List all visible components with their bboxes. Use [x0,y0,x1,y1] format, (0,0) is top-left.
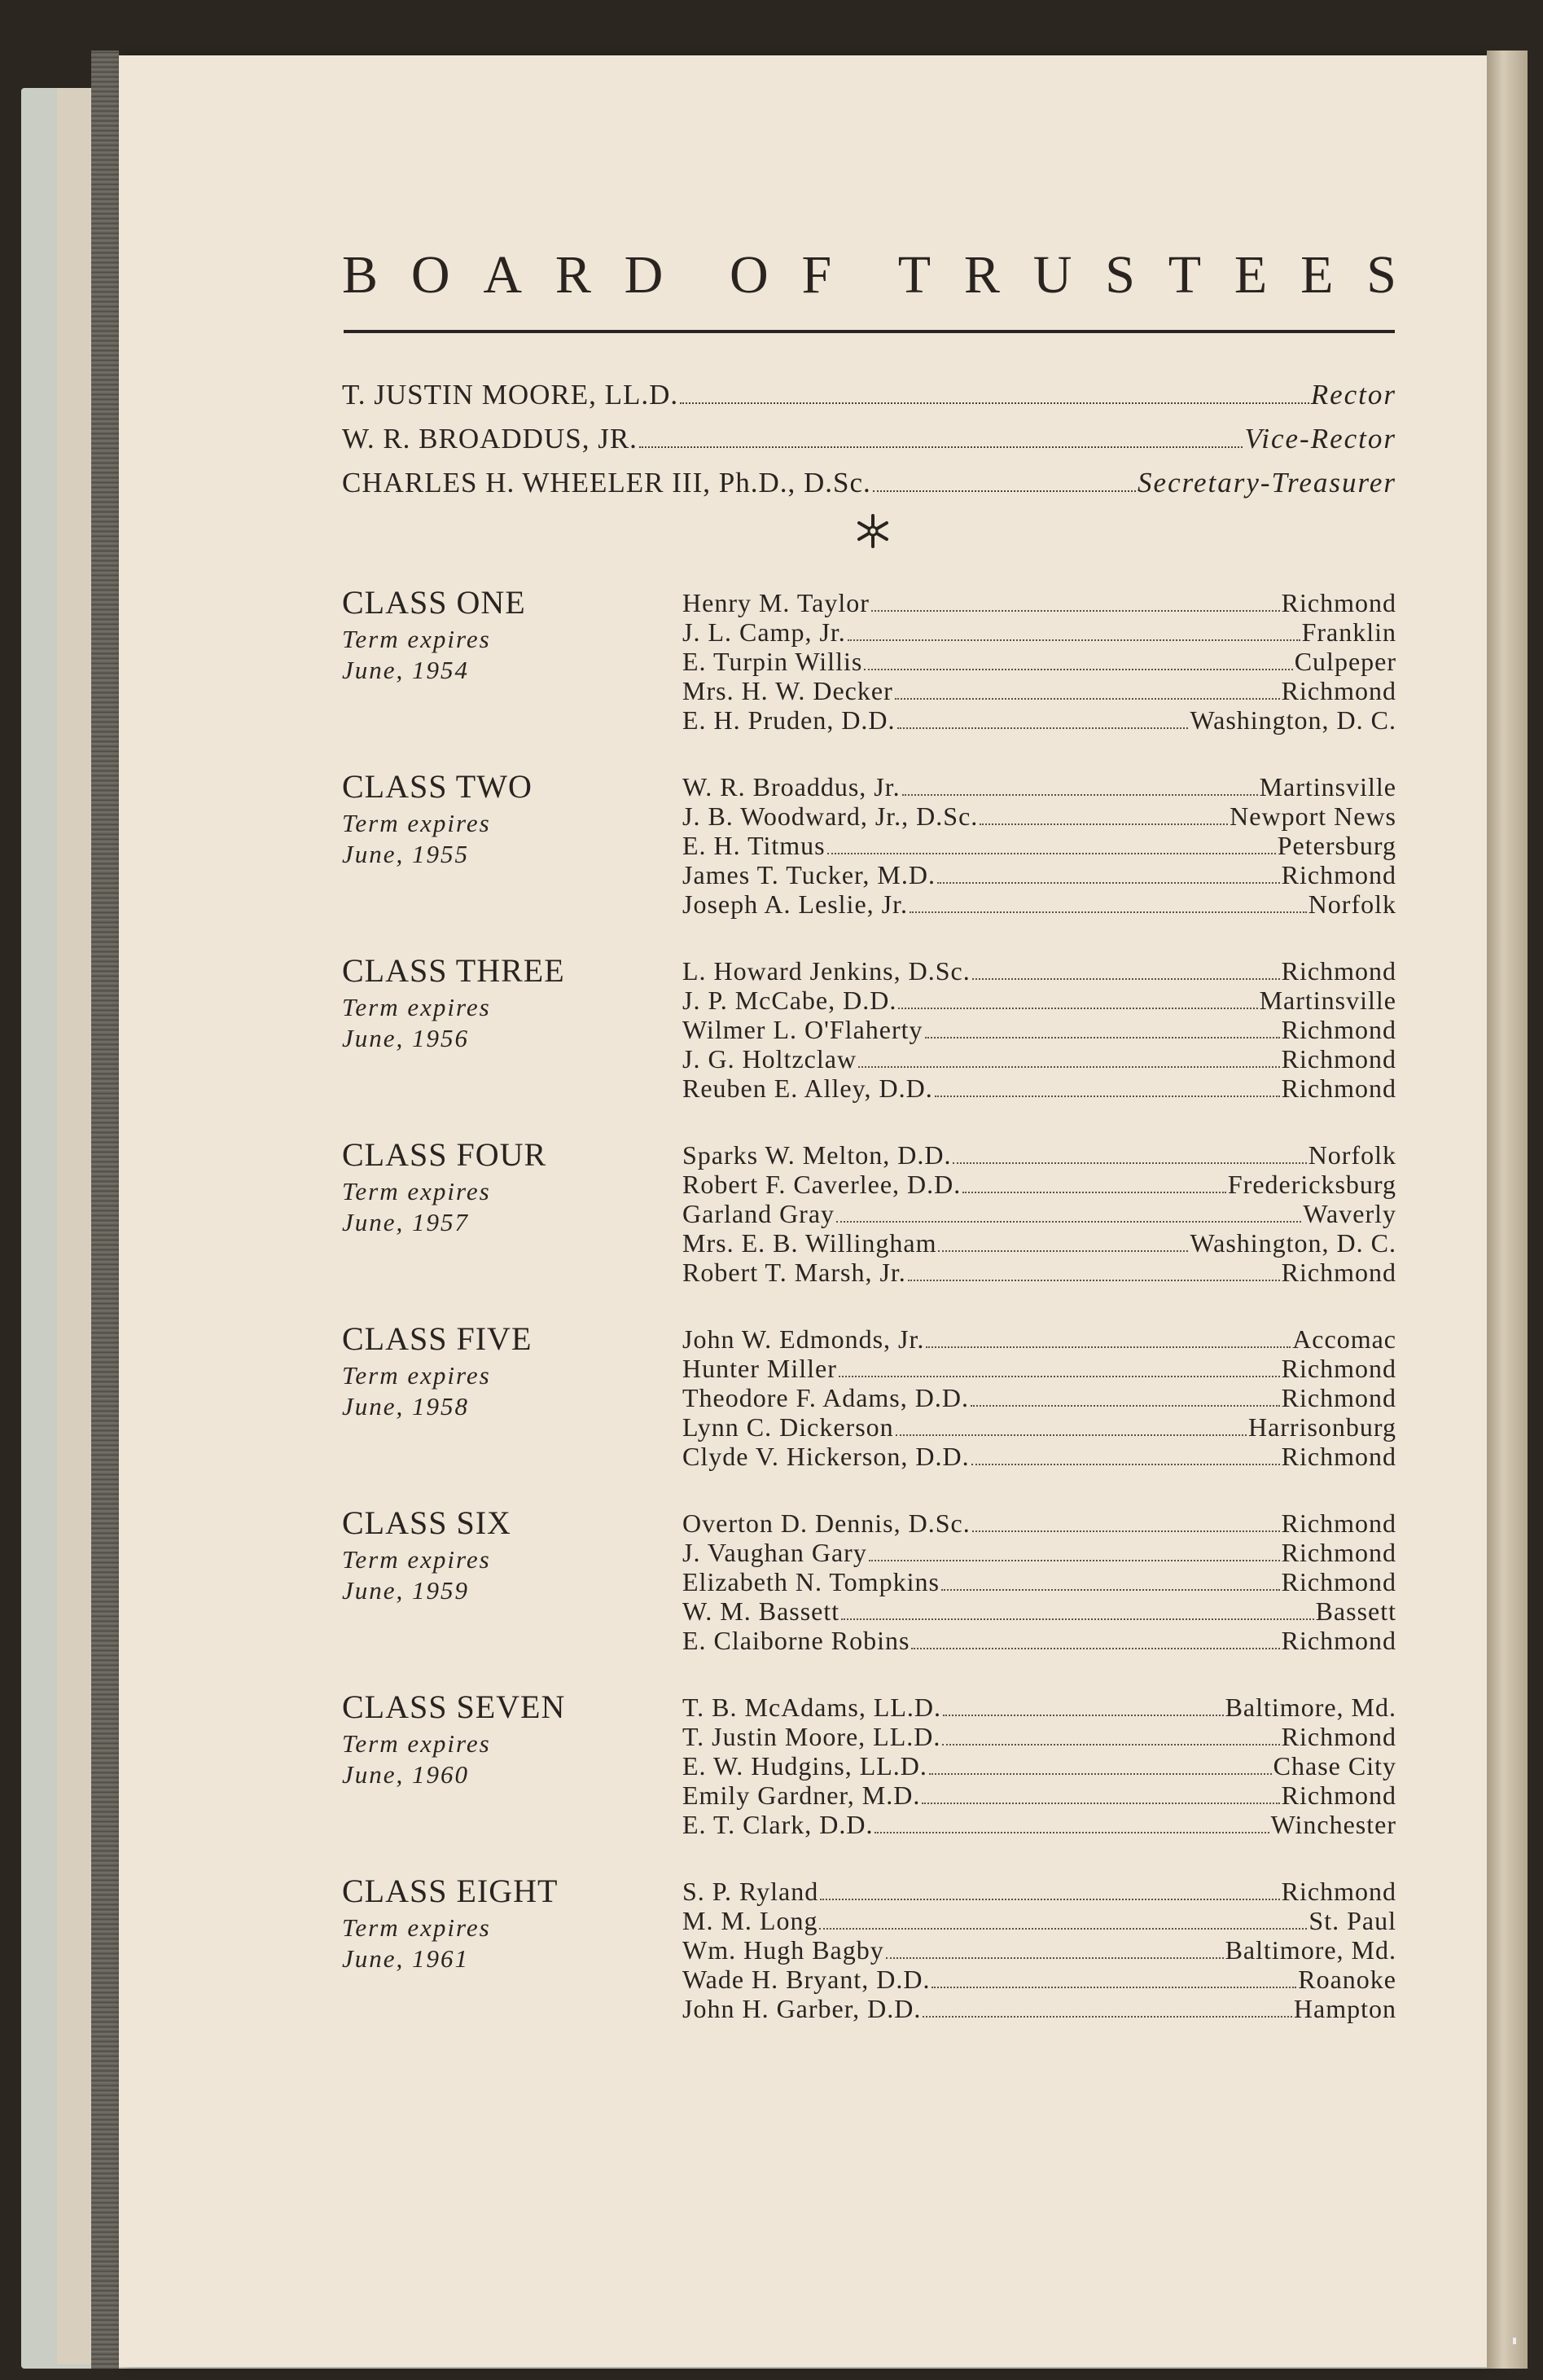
class-block [342,582,1396,766]
class-term-label: Term expires [342,1361,491,1390]
member-name: Robert T. Marsh, Jr. [682,1258,906,1287]
member-row [682,1015,1396,1044]
member-list [682,956,1396,1103]
dot-leader [935,1096,1280,1097]
officer-row [342,423,1396,467]
dust-speck [1513,2338,1516,2344]
class-block [342,1134,1396,1318]
member-place: Baltimore, Md. [1225,1693,1396,1722]
classes-list [342,582,1396,2054]
member-place: Hampton [1293,1994,1396,2023]
officers-list [342,379,1396,511]
member-place: Richmond [1281,1626,1396,1655]
dot-leader [938,1250,1188,1252]
class-term-date: June, 1961 [342,1944,470,1973]
member-name: J. Vaughan Gary [682,1538,867,1567]
class-term-date: June, 1959 [342,1576,470,1605]
dot-leader [820,1899,1279,1900]
dot-leader [923,2016,1292,2018]
member-row [682,1538,1396,1567]
member-row [682,1383,1396,1412]
member-row [682,1258,1396,1287]
dot-leader [980,823,1228,825]
member-place: Washington, D. C. [1190,705,1396,735]
class-term-label: Term expires [342,1913,491,1942]
class-name: CLASS FOUR [342,1136,547,1173]
member-list [682,1877,1396,2023]
member-name: Reuben E. Alley, D.D. [682,1074,933,1103]
title-letter: E [1234,245,1268,305]
dot-leader [943,1715,1224,1716]
officer-name: W. R. BROADDUS, JR. [342,423,638,454]
dot-leader [819,1928,1307,1930]
officer-name: CHARLES H. WHEELER III, Ph.D., D.Sc. [342,467,871,498]
page-stack-edge [1487,50,1528,2369]
member-place: Norfolk [1308,1140,1396,1170]
member-place: Washington, D. C. [1190,1228,1396,1258]
dot-leader [971,1405,1280,1407]
member-name: Lynn C. Dickerson [682,1412,894,1442]
member-row [682,1596,1396,1626]
member-place: Richmond [1281,1354,1396,1383]
member-row [682,1693,1396,1722]
class-name: CLASS TWO [342,768,533,805]
member-place: Bassett [1315,1596,1396,1626]
member-row [682,1994,1396,2023]
member-name: L. Howard Jenkins, D.Sc. [682,956,971,986]
class-name: CLASS ONE [342,584,526,621]
dot-leader [827,853,1276,854]
class-block [342,1318,1396,1502]
title-letter: E [1300,245,1334,305]
member-list [682,1693,1396,1839]
dot-leader [680,402,1309,404]
member-place: Richmond [1281,1442,1396,1471]
dot-leader [886,1957,1224,1959]
member-row [682,1199,1396,1228]
officer-row [342,379,1396,423]
title-letter: R [963,245,1000,305]
class-label [342,1686,668,1790]
class-name: CLASS THREE [342,952,565,989]
dot-leader [972,978,1280,980]
class-block [342,950,1396,1134]
member-place: Richmond [1281,1508,1396,1538]
member-row [682,1626,1396,1655]
member-row [682,889,1396,919]
member-name: S. P. Ryland [682,1877,819,1906]
member-row [682,1354,1396,1383]
dot-leader [871,610,1280,612]
member-place: Richmond [1281,860,1396,889]
dot-leader [922,1803,1279,1804]
class-name: CLASS SIX [342,1504,511,1541]
member-row [682,801,1396,831]
member-place: Richmond [1281,1781,1396,1810]
member-place: Waverly [1303,1199,1396,1228]
officer-office: Vice-Rector [1244,423,1396,454]
class-term-label: Term expires [342,1177,491,1205]
member-name: Hunter Miller [682,1354,837,1383]
member-name: Wm. Hugh Bagby [682,1935,884,1965]
member-name: Overton D. Dennis, D.Sc. [682,1508,971,1538]
member-name: E. H. Pruden, D.D. [682,705,896,735]
member-list [682,588,1396,735]
title-letter: B [342,245,379,305]
member-row [682,1751,1396,1781]
member-row [682,1442,1396,1471]
member-place: Roanoke [1298,1965,1396,1994]
member-place: Richmond [1281,1722,1396,1751]
dot-leader [942,1744,1279,1745]
dot-leader [869,1560,1280,1561]
dot-leader [864,669,1292,670]
member-place: Richmond [1281,1015,1396,1044]
member-place: Richmond [1281,1538,1396,1567]
member-list [682,1508,1396,1655]
class-term-label: Term expires [342,625,491,653]
member-row [682,1935,1396,1965]
member-place: Richmond [1281,1567,1396,1596]
member-place: Petersburg [1277,831,1396,860]
member-row [682,956,1396,986]
member-row [682,1508,1396,1538]
member-row [682,1906,1396,1935]
member-row [682,772,1396,801]
member-list [682,1140,1396,1287]
member-name: J. P. McCabe, D.D. [682,986,897,1015]
member-row [682,676,1396,705]
member-list [682,772,1396,919]
class-term-date: June, 1957 [342,1208,470,1236]
member-row [682,705,1396,735]
member-row [682,1140,1396,1170]
member-place: Richmond [1281,588,1396,617]
member-row [682,588,1396,617]
class-label [342,1870,668,1974]
class-label [342,1502,668,1606]
member-row [682,860,1396,889]
title-letter: R [555,245,591,305]
class-term-label: Term expires [342,809,491,837]
dot-leader [875,1832,1269,1833]
dot-leader [836,1221,1301,1223]
member-name: J. L. Camp, Jr. [682,617,846,647]
member-name: Wilmer L. O'Flaherty [682,1015,923,1044]
dot-leader [895,698,1280,700]
member-row [682,1877,1396,1906]
member-name: Robert F. Caverlee, D.D. [682,1170,962,1199]
class-label [342,766,668,870]
title-letter: O [729,245,769,305]
member-name: Sparks W. Melton, D.D. [682,1140,952,1170]
member-place: Richmond [1281,1258,1396,1287]
member-row [682,1228,1396,1258]
dot-leader [962,1192,1226,1193]
officer-office: Secretary-Treasurer [1138,467,1396,498]
member-name: Elizabeth N. Tompkins [682,1567,940,1596]
title-letter: F [801,245,832,305]
dot-leader [841,1618,1313,1620]
member-name: E. T. Clark, D.D. [682,1810,874,1839]
title-letter: D [624,245,664,305]
dot-leader [839,1376,1280,1377]
class-name: CLASS SEVEN [342,1688,566,1725]
dot-leader [639,446,1243,448]
dot-leader [910,911,1307,913]
member-name: M. M. Long [682,1906,818,1935]
member-place: Harrisonburg [1247,1412,1396,1442]
member-row [682,1810,1396,1839]
asterisk-ornament-icon [855,513,891,549]
dot-leader [858,1066,1280,1068]
member-name: Garland Gray [682,1199,835,1228]
class-name: CLASS FIVE [342,1320,533,1357]
member-row [682,647,1396,676]
officer-name: T. JUSTIN MOORE, LL.D. [342,379,679,411]
member-place: Norfolk [1308,889,1396,919]
member-place: Culpeper [1294,647,1396,676]
dot-leader [941,1589,1280,1591]
title-letter: S [1105,245,1135,305]
member-list [682,1324,1396,1471]
member-place: Richmond [1281,1877,1396,1906]
page-title [342,244,1396,306]
member-place: Chase City [1273,1751,1396,1781]
member-place: Winchester [1270,1810,1396,1839]
dot-leader [848,639,1300,641]
member-row [682,1044,1396,1074]
class-label [342,950,668,1054]
member-row [682,986,1396,1015]
member-name: Theodore F. Adams, D.D. [682,1383,969,1412]
member-place: Accomac [1292,1324,1396,1354]
class-term-label: Term expires [342,1729,491,1758]
book-binding [91,50,119,2369]
dot-leader [902,794,1258,796]
officer-row [342,467,1396,511]
member-name: E. Turpin Willis [682,647,863,676]
member-place: Baltimore, Md. [1225,1935,1396,1965]
member-name: E. H. Titmus [682,831,826,860]
member-place: Richmond [1281,1383,1396,1412]
member-name: J. B. Woodward, Jr., D.Sc. [682,801,979,831]
dot-leader [937,882,1280,884]
officer-office: Rector [1310,379,1396,411]
class-term-label: Term expires [342,1545,491,1574]
class-term-date: June, 1960 [342,1760,470,1789]
member-name: T. Justin Moore, LL.D. [682,1722,941,1751]
dot-leader [911,1648,1279,1649]
dot-leader [953,1162,1306,1164]
class-block [342,766,1396,950]
member-name: Wade H. Bryant, D.D. [682,1965,931,1994]
member-place: St. Paul [1308,1906,1396,1935]
member-row [682,617,1396,647]
member-name: Henry M. Taylor [682,588,870,617]
title-letter: U [1032,245,1072,305]
title-letter: S [1366,245,1396,305]
member-place: Fredericksburg [1227,1170,1396,1199]
class-term-date: June, 1958 [342,1392,470,1421]
dot-leader [926,1346,1291,1348]
title-letter: T [1168,245,1202,305]
title-letter: O [410,245,450,305]
title-letter: A [483,245,522,305]
class-label [342,582,668,686]
class-term-date: June, 1954 [342,656,470,684]
member-name: James T. Tucker, M.D. [682,860,936,889]
class-name: CLASS EIGHT [342,1873,559,1909]
member-name: T. B. McAdams, LL.D. [682,1693,942,1722]
member-row [682,1324,1396,1354]
member-row [682,1567,1396,1596]
member-row [682,1965,1396,1994]
member-row [682,1412,1396,1442]
member-name: Joseph A. Leslie, Jr. [682,889,908,919]
member-place: Newport News [1230,801,1396,831]
class-block [342,1870,1396,2054]
member-name: W. R. Broaddus, Jr. [682,772,901,801]
member-name: Clyde V. Hickerson, D.D. [682,1442,970,1471]
class-term-label: Term expires [342,993,491,1021]
member-row [682,1781,1396,1810]
dot-leader [898,1008,1257,1009]
dot-leader [929,1773,1272,1775]
member-name: E. Claiborne Robins [682,1626,910,1655]
dot-leader [873,490,1136,492]
dot-leader [971,1464,1280,1465]
member-row [682,1170,1396,1199]
member-name: Emily Gardner, M.D. [682,1781,921,1810]
class-block [342,1502,1396,1686]
member-row [682,1722,1396,1751]
class-term-date: June, 1956 [342,1024,470,1052]
member-name: Mrs. E. B. Willingham [682,1228,937,1258]
member-name: J. G. Holtzclaw [682,1044,857,1074]
dot-leader [897,727,1189,729]
dot-leader [908,1280,1280,1281]
class-block [342,1686,1396,1870]
class-label [342,1318,668,1422]
member-row [682,831,1396,860]
member-place: Martinsville [1259,986,1396,1015]
title-rule [344,330,1395,333]
dot-leader [925,1037,1280,1039]
title-letter: T [897,245,931,305]
member-name: W. M. Bassett [682,1596,840,1626]
member-place: Martinsville [1259,772,1396,801]
class-label [342,1134,668,1238]
member-name: E. W. Hudgins, LL.D. [682,1751,927,1781]
member-place: Richmond [1281,956,1396,986]
member-place: Franklin [1301,617,1396,647]
member-name: Mrs. H. W. Decker [682,676,893,705]
member-place: Richmond [1281,1044,1396,1074]
dot-leader [896,1434,1247,1436]
dot-leader [972,1530,1280,1532]
member-row [682,1074,1396,1103]
member-place: Richmond [1281,1074,1396,1103]
member-name: John H. Garber, D.D. [682,1994,922,2023]
dot-leader [931,1987,1296,1988]
member-name: John W. Edmonds, Jr. [682,1324,925,1354]
member-place: Richmond [1281,676,1396,705]
class-term-date: June, 1955 [342,840,470,868]
